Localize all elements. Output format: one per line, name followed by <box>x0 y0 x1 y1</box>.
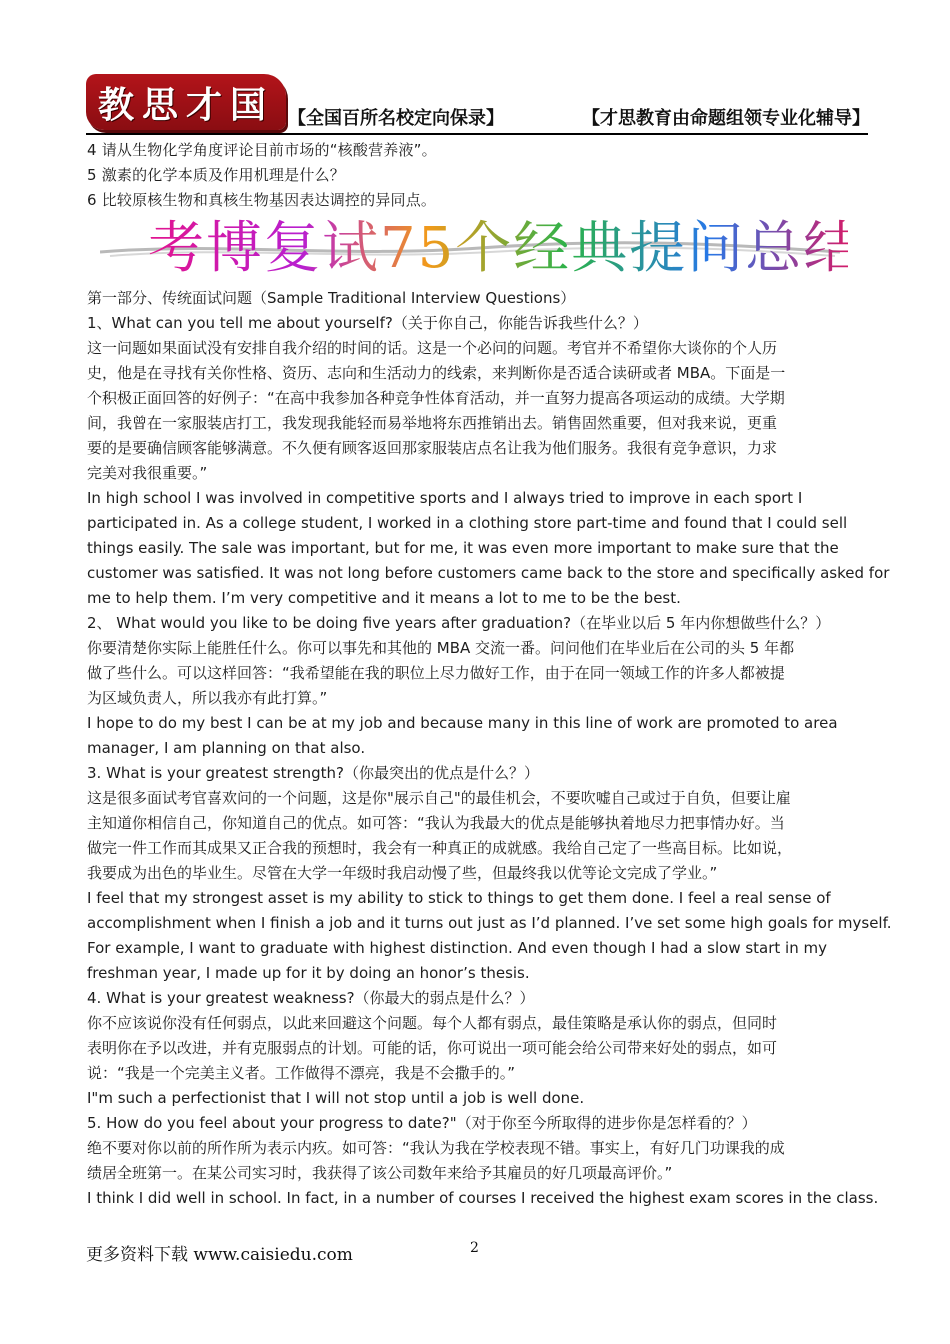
text-line: customer was satisfied. It was not long before customers came back to the store and specifically asked for <box>87 564 890 582</box>
text-line: I"m such a perfectionist that I will not stop until a job is well done. <box>87 1089 585 1107</box>
text-line: For example, I want to graduate with highest distinction. And even though I had a slow start in my <box>87 939 827 957</box>
text-line: 4 请从生物化学角度评论目前市场的“核酸营养液”。 <box>87 141 437 159</box>
text-line: 我要成为出色的毕业生。尽管在大学一年级时我启动慢了些，但最终我以优等论文完成了学业。” <box>87 864 718 882</box>
text-line: 6 比较原核生物和真核生物基因表达调控的异同点。 <box>87 191 437 209</box>
header-tag-left: 【全国百所名校定向保录】 <box>288 108 504 129</box>
text-line: 为区域负责人，所以我亦有此打算。” <box>87 689 328 707</box>
text-line: 5 激素的化学本质及作用机理是什么？ <box>87 166 345 184</box>
text-line: 3. What is your greatest strength?（你最突出的优点是什么？） <box>87 764 540 782</box>
text-line: 这是很多面试考官喜欢问的一个问题，这是你"展示自己"的最佳机会，不要吹嘘自己或过于自负，但要让雇 <box>87 789 791 807</box>
header-tag-right: 【才思教育由命题组领专业化辅导】 <box>582 108 870 129</box>
text-line: 主知道你相信自己，你知道自己的优点。如可答：“我认为我最大的优点是能够执着地尽力把事情办好。当 <box>87 814 785 832</box>
page-header <box>86 74 868 132</box>
title-banner <box>100 212 862 288</box>
text-line: 绩居全班第一。在某公司实习时，我获得了该公司数年来给予其雇员的好几项最高评价。” <box>87 1164 673 1182</box>
text-line: 要的是要确信顾客能够满意。不久便有顾客返回那家服装店点名让我为他们服务。我很有竞争意识，力求 <box>87 439 778 457</box>
text-line: 2、 What would you like to be doing five years after graduation?（在毕业以后 5 年内你想做些什么？） <box>87 614 831 632</box>
text-line: 5. How do you feel about your progress to date?"（对于你至今所取得的进步你是怎样看的？） <box>87 1114 757 1132</box>
text-line: 第一部分、传统面试问题（Sample Traditional Interview Questions） <box>87 289 576 307</box>
text-line: things easily. The sale was important, but for me, it was even more important to make sure that the <box>87 539 839 557</box>
text-line: 你要清楚你实际上能胜任什么。你可以事先和其他的 MBA 交流一番。问问他们在毕业后在公司的头 5 年都 <box>87 639 795 657</box>
text-line: 个积极正面回答的好例子：“在高中我参加各种竞争性体育活动，并一直努力提高各项运动的成绩。大学期 <box>87 389 785 407</box>
text-line: accomplishment when I finish a job and it turns out just as I’d planned. I’ve set some high goals for myself. <box>87 914 892 932</box>
logo-text: 教思才国 <box>97 83 274 126</box>
text-line: 说：“我是一个完美主义者。工作做得不漂亮，我是不会撒手的。” <box>87 1064 516 1082</box>
text-line: 你不应该说你没有任何弱点，以此来回避这个问题。每个人都有弱点，最佳策略是承认你的弱点，但同时 <box>87 1014 778 1032</box>
text-line: 完美对我很重要。” <box>87 464 208 482</box>
text-line: me to help them. I’m very competitive and it means a lot to me to be the best. <box>87 589 681 607</box>
text-line: I feel that my strongest asset is my ability to stick to things to get them done. I feel a real sense of <box>87 889 831 907</box>
text-line: I think I did well in school. In fact, in a number of courses I received the highest exam scores in the class. <box>87 1189 879 1207</box>
page-number: 2 <box>470 1240 479 1256</box>
text-line: 做了些什么。可以这样回答：“我希望能在我的职位上尽力做好工作，由于在同一领域工作的许多人都被提 <box>87 664 785 682</box>
text-line: I hope to do my best I can be at my job and because many in this line of work are promoted to area <box>87 714 838 732</box>
text-line: 这一问题如果面试没有安排自我介绍的时间的话。这是一个必问的问题。考官并不希望你大谈你的个人历 <box>87 339 778 357</box>
text-line: freshman year, I made up for it by doing an honor’s thesis. <box>87 964 530 982</box>
document-main <box>87 286 892 1211</box>
text-line: 间，我曾在一家服装店打工，我发现我能轻而易举地将东西推销出去。销售固然重要，但对我来说，更重 <box>87 414 778 432</box>
text-line: manager, I am planning on that also. <box>87 739 366 757</box>
text-line: 4. What is your greatest weakness?（你最大的弱点是什么？） <box>87 989 535 1007</box>
brand-logo <box>86 74 286 130</box>
text-line: 1、What can you tell me about yourself?（关于你自己，你能告诉我些什么？） <box>87 314 648 332</box>
banner-title: 考博复试75个经典提问总结 <box>148 214 848 290</box>
text-line: In high school I was involved in competitive sports and I always tried to improve in each sport I <box>87 489 803 507</box>
text-line: 史，他是在寻找有关你性格、资历、志向和生活动力的线索，来判断你是否适合读研或者 MBA。下面是一 <box>87 364 786 382</box>
header-divider <box>86 133 868 135</box>
text-line: 绝不要对你以前的所作所为表示内疚。如可答：“我认为我在学校表现不错。事实上，有好几门功课我的成 <box>87 1139 785 1157</box>
text-line: participated in. As a college student, I worked in a clothing store part-time and found that I could sell <box>87 514 848 532</box>
document-body <box>87 138 877 213</box>
footer-website: 更多资料下载 www.caisiedu.com <box>86 1245 353 1265</box>
text-line: 做完一件工作而其成果又正合我的预想时，我会有一种真正的成就感。我给自己定了一些高目标。比如说， <box>87 839 793 857</box>
text-line: 表明你在予以改进，并有克服弱点的计划。可能的话，你可说出一项可能会给公司带来好处的弱点，如可 <box>87 1039 778 1057</box>
